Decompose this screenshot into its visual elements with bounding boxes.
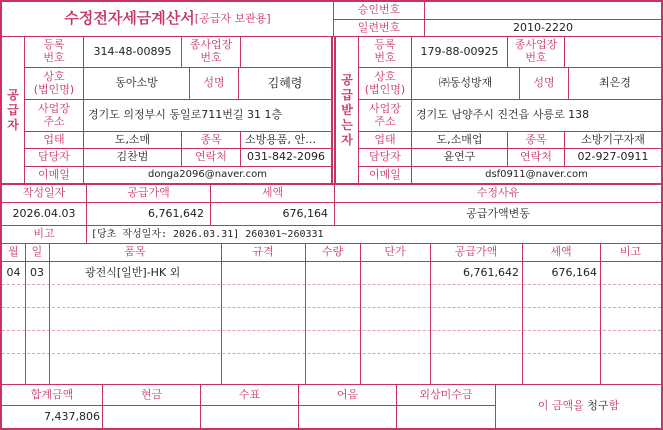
receiver-reg-no: 179-88-00925 <box>420 44 499 58</box>
label-line: 번호 <box>43 51 65 64</box>
item-unit-price <box>360 262 430 284</box>
item-day: 03 <box>30 265 44 279</box>
receiver-biztype-label: 업태 <box>374 132 396 146</box>
receiver-rep: 최은경 <box>599 76 631 90</box>
side-char: 자 <box>7 117 19 132</box>
supplier-contact: 031-842-2096 <box>247 150 325 164</box>
receiver-bizitem: 소방기구자재 <box>581 132 645 146</box>
side-char: 받 <box>341 102 353 117</box>
col-month: 월 <box>8 245 19 259</box>
tax-amount: 676,164 <box>282 206 328 220</box>
label-line: 번호 <box>200 51 222 64</box>
cash-label: 현금 <box>140 387 163 401</box>
receiver-contact-label: 연락처 <box>520 150 552 164</box>
supplier-reg-no: 314-48-00895 <box>93 44 172 58</box>
label-line: 종사업장 <box>189 38 233 52</box>
receiver-address: 경기도 남양주시 진건읍 사릉로 138 <box>416 108 590 122</box>
label-line: 상호 <box>43 69 65 83</box>
claim-suffix: 함 <box>608 399 620 413</box>
col-note: 비고 <box>619 245 642 259</box>
item-tax: 676,164 <box>551 265 597 279</box>
col-unit-price: 단가 <box>384 245 406 259</box>
title-sub: [공급자 보관용] <box>194 11 271 25</box>
side-char: 는 <box>341 117 353 132</box>
side-char: 급 <box>7 102 19 117</box>
note-value: [당초 작성일자: 2026.03.31] 260301~260331 <box>91 228 324 240</box>
revision-reason: 공급가액변동 <box>466 206 530 220</box>
supplier-side-label <box>2 37 24 183</box>
supplier-contact-label: 연락처 <box>195 150 227 164</box>
label-line: 상호 <box>374 69 396 83</box>
side-char: 공 <box>341 72 353 87</box>
claim-word: 청구 <box>587 399 609 413</box>
label-line: 주소 <box>43 114 65 128</box>
receiver-company: ㈜동성방재 <box>438 76 493 90</box>
supplier-manager-label: 담당자 <box>38 150 70 164</box>
supplier-branch-no <box>241 37 331 67</box>
date-label: 작성일자 <box>22 186 66 200</box>
serial-number-label: 일련번호 <box>357 20 401 34</box>
supply-label: 공급가액 <box>127 186 170 200</box>
item-spec <box>221 262 305 284</box>
bill-label: 어음 <box>336 387 359 401</box>
issue-date: 2026.04.03 <box>12 206 76 220</box>
col-day: 일 <box>31 245 43 259</box>
supplier-address-label <box>25 100 83 131</box>
supplier-bizitem: 소방용품, 안… <box>245 132 317 146</box>
supplier-reg-label <box>25 37 83 67</box>
total-amount: 7,437,806 <box>44 409 100 423</box>
supplier-email-label: 이메일 <box>38 167 70 181</box>
note-label: 비고 <box>33 227 55 241</box>
receiver-branch-no <box>565 37 661 67</box>
supplier-biztype-label: 업태 <box>43 132 65 146</box>
check-amount <box>201 406 298 428</box>
receiver-reg-label <box>359 37 411 67</box>
item-qty <box>305 262 360 284</box>
label-line: 주소 <box>374 114 396 128</box>
col-qty: 수량 <box>321 245 344 259</box>
claim-prefix: 이 금액을 <box>537 399 588 413</box>
label-line: 번호 <box>525 51 547 64</box>
receiver-company-label <box>359 68 411 99</box>
label-line: 사업장 <box>369 101 401 115</box>
supplier-manager: 김찬범 <box>116 150 149 164</box>
receiver-biztype: 도,소매업 <box>436 132 483 146</box>
col-spec: 규격 <box>252 245 274 259</box>
claim-statement <box>496 385 661 428</box>
total-label: 합계금액 <box>30 387 74 401</box>
col-item: 품목 <box>124 245 146 259</box>
approval-number-label: 승인번호 <box>357 3 401 17</box>
side-char: 공 <box>7 87 19 102</box>
title-main: 수정전자세금계산서 <box>64 9 195 28</box>
side-char: 급 <box>341 87 353 102</box>
label-line: 등록 <box>374 38 396 52</box>
receiver-bizitem-label: 종목 <box>525 132 547 146</box>
check-label: 수표 <box>238 387 261 401</box>
receiver-address-label <box>359 100 411 131</box>
receiver-side-label <box>336 37 358 183</box>
supplier-rep-label: 성명 <box>203 76 225 90</box>
supplier-bizitem-label: 종목 <box>200 132 222 146</box>
label-line: 번호 <box>374 51 396 64</box>
receiver-branch-label <box>508 37 564 67</box>
label-line: 등록 <box>43 38 65 52</box>
label-line: 종사업장 <box>514 38 558 52</box>
supplier-branch-label <box>182 37 240 67</box>
receiver-manager: 윤연구 <box>443 150 476 164</box>
invoice-title <box>2 2 333 36</box>
tax-label: 세액 <box>261 186 284 200</box>
label-line: 사업장 <box>38 101 70 115</box>
reason-label: 수정사유 <box>476 186 520 200</box>
item-name: 광전식[일반]-HK 외 <box>85 265 181 279</box>
bill-amount <box>299 406 396 428</box>
receiver-email: dsf0911@naver.com <box>485 169 588 181</box>
item-supply: 6,761,642 <box>463 265 519 279</box>
serial-number-value: 2010-2220 <box>513 20 573 34</box>
receiver-rep-label: 성명 <box>533 76 555 90</box>
label-line: (법인명) <box>364 82 406 96</box>
col-tax: 세액 <box>550 245 572 259</box>
supplier-biztype: 도,소매 <box>114 132 151 146</box>
receiver-manager-label: 담당자 <box>369 150 401 164</box>
cash-amount <box>103 406 200 428</box>
supplier-address: 경기도 의정부시 동일로711번길 31 1층 <box>88 108 283 122</box>
item-note <box>600 262 661 284</box>
side-char: 자 <box>341 132 353 147</box>
receiver-email-label: 이메일 <box>369 167 401 181</box>
credit-amount <box>397 406 495 428</box>
col-supply: 공급가액 <box>454 245 498 259</box>
supplier-rep: 김혜령 <box>267 75 303 90</box>
item-month: 04 <box>6 265 21 279</box>
supply-amount: 6,761,642 <box>148 206 204 220</box>
supplier-email: donga2096@naver.com <box>148 169 267 181</box>
supplier-company: 동아소방 <box>115 76 158 90</box>
supplier-company-label <box>25 68 83 99</box>
approval-number-value <box>425 2 661 19</box>
credit-label: 외상미수금 <box>419 387 473 401</box>
label-line: (법인명) <box>33 82 75 96</box>
receiver-contact: 02-927-0911 <box>577 150 649 164</box>
